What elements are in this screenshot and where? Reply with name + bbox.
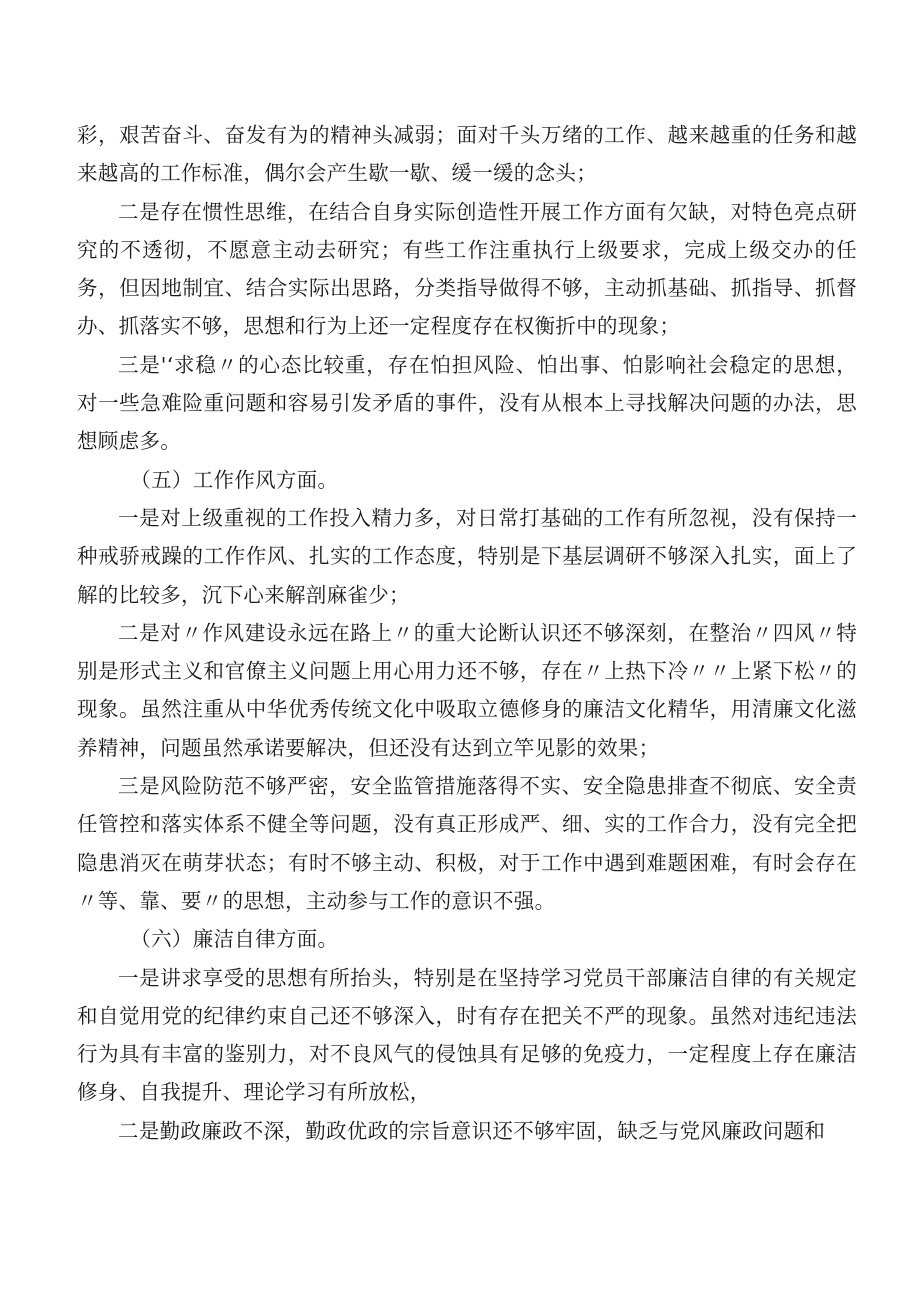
paragraph-continuation: 彩，艰苦奋斗、奋发有为的精神头减弱；面对千头万绪的工作、越来越重的任务和越来越高的工作标准，偶尔会产生歇一歇、缓一缓的念头； (77, 123, 857, 186)
paragraph-stability-mindset: 三是'‘求稳〃的心态比较重，存在怕担风险、怕出事、怕影响社会稳定的思想，对一些急难险重问题和容易引发矛盾的事件，没有从根本上寻找解决问题的办法，思想顾虑多。 (77, 352, 857, 454)
section-heading-integrity: （六）廉洁自律方面。 (130, 927, 339, 952)
paragraph-inertia-thinking: 二是存在惯性思维，在结合自身实际创造性开展工作方面有欠缺，对特色亮点研究的不透彻，不愿意主动去研究；有些工作注重执行上级要求，完成上级交办的任务，但因地制宜、结合实际出思路，分类指导做得不够，主动抓基础、抓指导、抓督办、抓落实不够，思想和行为上还一定程度存在权衡折中的现象； (77, 199, 857, 339)
paragraph-integrity-2: 二是勤政廉政不深，勤政优政的宗旨意识还不够牢固，缺乏与党风廉政问题和 (118, 1118, 826, 1143)
section-heading-work-style: （五）工作作风方面。 (130, 467, 339, 492)
paragraph-integrity-1: 一是讲求享受的思想有所抬头，特别是在坚持学习党员干部廉洁自律的有关规定和自觉用党的纪律约束自己还不够深入，时有存在把关不严的现象。虽然对违纪违法行为具有丰富的鉴别力，对不良风气的侵蚀具有足够的免疫力，一定程度上存在廉洁修身、自我提升、理论学习有所放松， (77, 965, 857, 1105)
paragraph-work-style-3: 三是风险防范不够严密，安全监管措施落得不实、安全隐患排查不彻底、安全责任管控和落实体系不健全等问题，没有真正形成严、细、实的工作合力，没有完全把隐患消灭在萌芽状态；有时不够主动、积极，对于工作中遇到难题困难，有时会存在〃等、靠、要〃的思想，主动参与工作的意识不强。 (77, 774, 857, 913)
paragraph-work-style-1: 一是对上级重视的工作投入精力多，对日常打基础的工作有所忽视，没有保持一种戒骄戒躁的工作作风、扎实的工作态度，特别是下基层调研不够深入扎实，面上了解的比较多，沉下心来解剖麻雀少； (77, 505, 857, 607)
document-body (77, 116, 857, 1150)
paragraph-work-style-2: 二是对〃作风建设永远在路上〃的重大论断认识还不够深刻，在整治〃四风〃特别是形式主义和官僚主义问题上用心用力还不够，存在〃上热下冷〃〃上紧下松〃的现象。虽然注重从中华优秀传统文化中吸取立德修身的廉洁文化精华，用清廉文化滋养精神，问题虽然承诺要解决，但还没有达到立竿见影的效果； (77, 620, 857, 760)
